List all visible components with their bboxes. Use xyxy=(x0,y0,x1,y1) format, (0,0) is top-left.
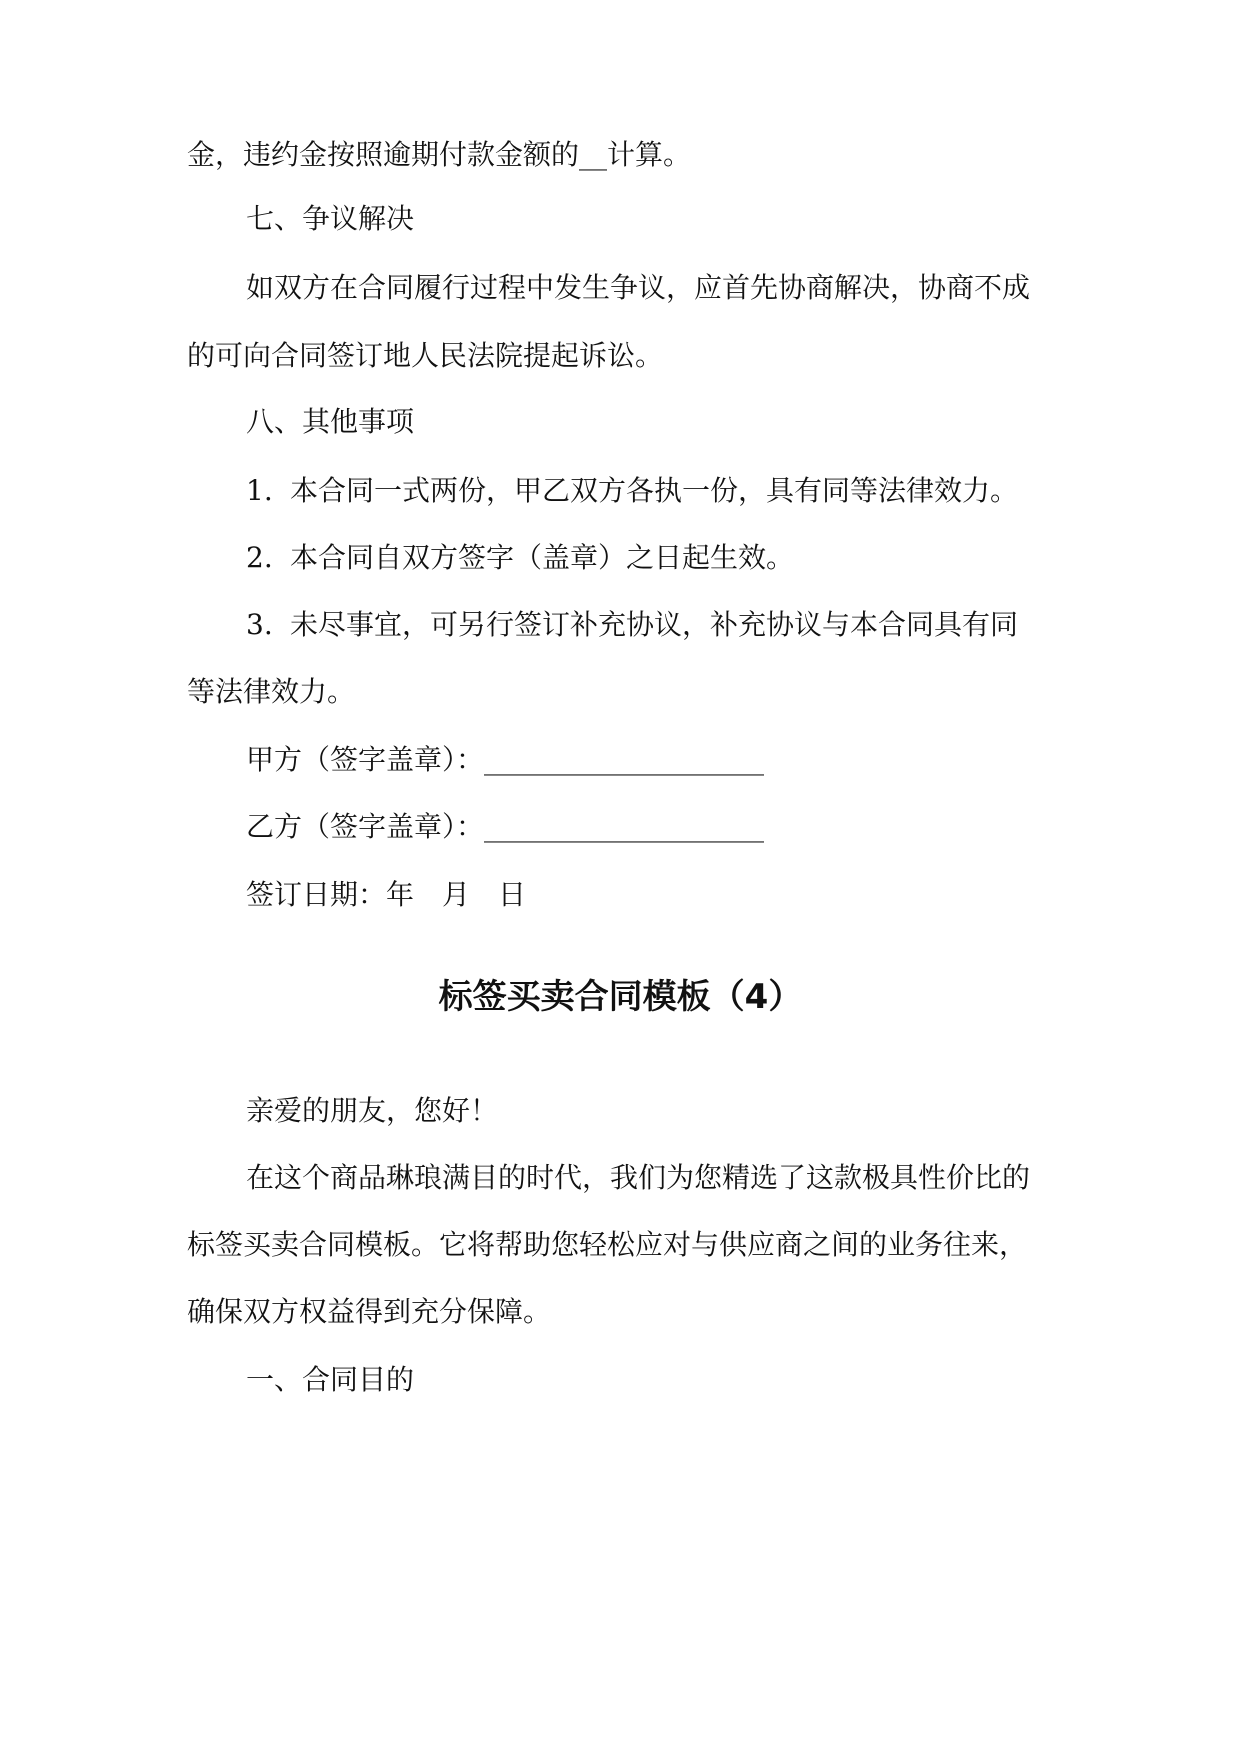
list-item-text: 本合同自双方签字（盖章）之日起生效。 xyxy=(290,541,795,574)
party-b-signature-line: 乙方（签字盖章）：____________________ xyxy=(246,810,765,843)
list-item-number: 3. xyxy=(246,608,273,641)
body-text-line: 等法律效力。 xyxy=(187,675,356,708)
party-a-signature-line: 甲方（签字盖章）：____________________ xyxy=(246,743,765,776)
body-text-line: 如双方在合同履行过程中发生争议，应首先协商解决，协商不成 xyxy=(246,271,1031,304)
list-item-number: 1. xyxy=(246,474,273,507)
list-item-text: 本合同一式两份，甲乙双方各执一份，具有同等法律效力。 xyxy=(290,474,1019,507)
body-text-line: 的可向合同签订地人民法院提起诉讼。 xyxy=(187,339,664,372)
document-title: 标签买卖合同模板（4） xyxy=(438,977,803,1017)
list-item xyxy=(246,473,1126,509)
greeting: 亲爱的朋友，您好！ xyxy=(246,1094,499,1127)
signing-date-line: 签订日期：年 月 日 xyxy=(246,878,527,911)
section-heading-purpose: 一、合同目的 xyxy=(246,1363,415,1396)
section-heading-other: 八、其他事项 xyxy=(246,405,415,438)
list-item-number: 2. xyxy=(246,541,273,574)
body-text-line: 金，违约金按照逾期付款金额的__计算。 xyxy=(187,138,692,171)
section-heading-dispute: 七、争议解决 xyxy=(246,202,415,235)
list-item xyxy=(246,540,1126,576)
body-text-line: 在这个商品琳琅满目的时代，我们为您精选了这款极具性价比的 xyxy=(246,1161,1031,1194)
body-text-line: 确保双方权益得到充分保障。 xyxy=(187,1295,552,1328)
list-item xyxy=(246,607,1126,643)
body-text-line: 标签买卖合同模板。它将帮助您轻松应对与供应商之间的业务往来， xyxy=(187,1228,1028,1261)
list-item-text: 未尽事宜，可另行签订补充协议，补充协议与本合同具有同 xyxy=(290,608,1019,641)
